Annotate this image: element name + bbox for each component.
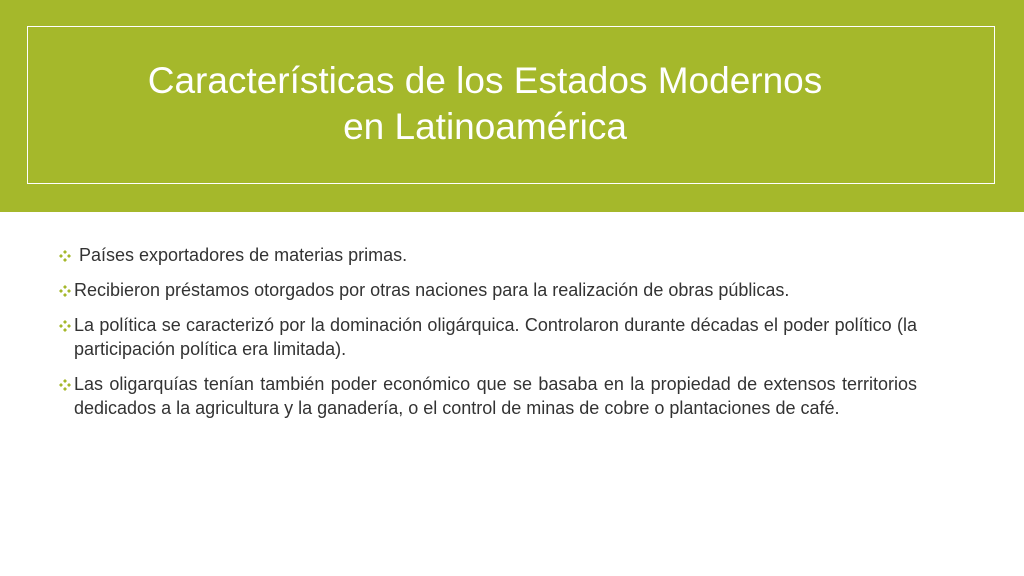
four-diamond-bullet-icon bbox=[59, 285, 71, 297]
four-diamond-bullet-icon bbox=[59, 320, 71, 332]
bullet-item bbox=[56, 372, 917, 420]
bullet-item bbox=[56, 278, 917, 302]
bullet-text: Países exportadores de materias primas. bbox=[79, 245, 408, 265]
four-diamond-bullet-icon bbox=[59, 250, 71, 262]
slide-title bbox=[60, 58, 910, 150]
slide-title-line-2: en Latinoamérica bbox=[343, 106, 627, 147]
bullet-item bbox=[56, 243, 917, 267]
slide-title-line-1: Características de los Estados Modernos bbox=[147, 60, 823, 101]
bullet-text: La política se caracterizó por la dominación oligárquica. Controlaron durante décadas el poder político (la participación política era limitada). bbox=[74, 315, 917, 359]
bullet-text: Las oligarquías tenían también poder económico que se basaba en la propiedad de extensos territorios dedicados a la agricultura y la ganadería, o el control de minas de cobre o plantaciones de café. bbox=[74, 374, 917, 418]
title-band bbox=[0, 0, 1024, 212]
bullet-text: Recibieron préstamos otorgados por otras naciones para la realización de obras públicas. bbox=[74, 280, 790, 300]
bullet-item bbox=[56, 313, 917, 361]
bullet-list bbox=[56, 243, 917, 431]
four-diamond-bullet-icon bbox=[59, 379, 71, 391]
